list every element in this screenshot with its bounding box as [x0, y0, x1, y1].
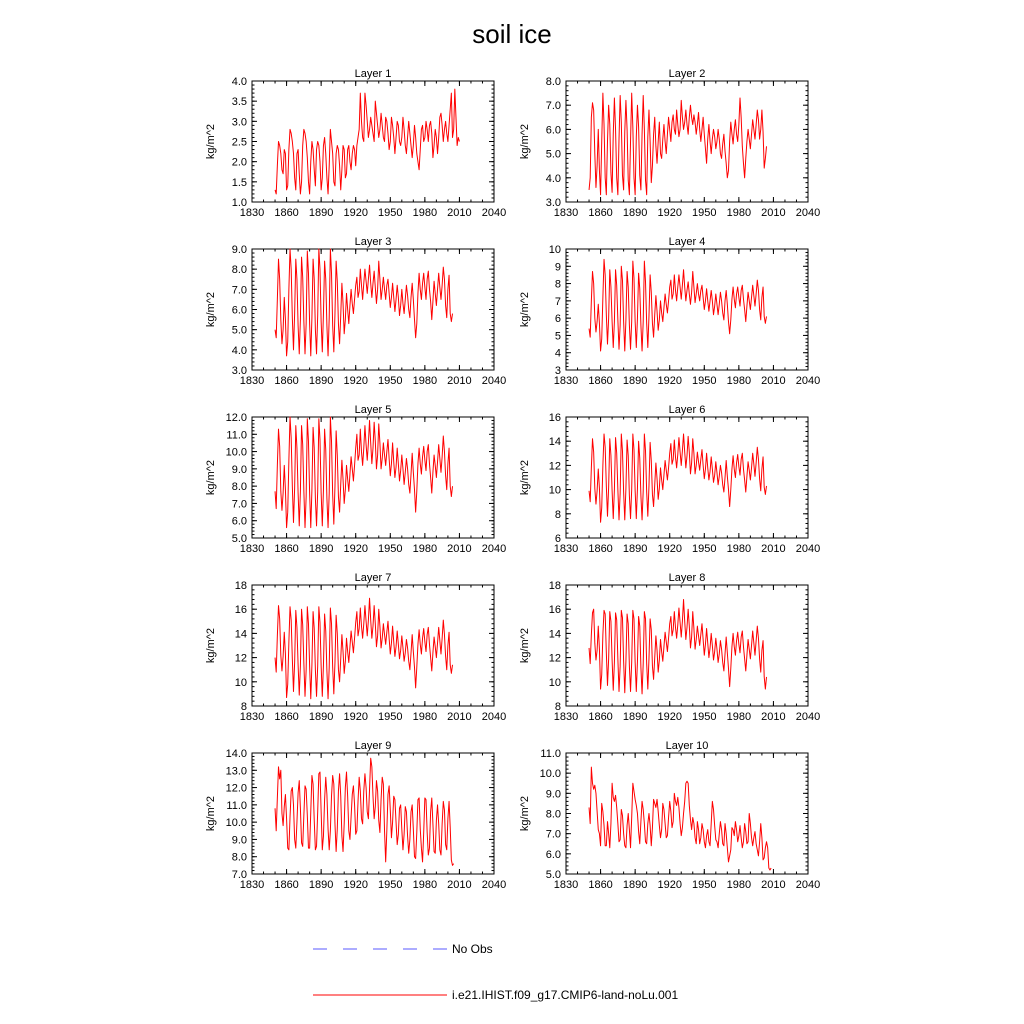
y-tick-label: 5.0: [231, 533, 247, 545]
y-tick-label: 4.0: [231, 76, 247, 88]
y-tick-label: 14: [548, 436, 561, 449]
x-tick-label: 1950: [692, 711, 717, 723]
y-tick-label: 11.0: [226, 799, 247, 812]
y-tick-label: 5.0: [545, 869, 561, 881]
y-tick-label: 6.0: [545, 848, 561, 861]
y-tick-label: 3.0: [545, 197, 561, 209]
x-tick-label: 2010: [761, 879, 786, 891]
y-tick-label: 9.0: [231, 834, 247, 847]
x-tick-label: 1980: [412, 543, 438, 555]
x-tick-label: 1920: [657, 375, 682, 387]
y-tick-label: 10.0: [539, 768, 561, 781]
x-tick-label: 1980: [726, 879, 752, 891]
x-tick-label: 1860: [274, 543, 299, 555]
x-tick-label: 1950: [378, 711, 403, 723]
y-tick-label: 8: [554, 508, 561, 521]
y-tick-label: 1.0: [231, 197, 247, 209]
x-tick-label: 1920: [657, 543, 682, 555]
y-tick-label: 4.0: [545, 172, 561, 185]
y-tick-label: 9.0: [231, 244, 247, 256]
x-tick-label: 1980: [412, 375, 438, 387]
x-tick-label: 2040: [795, 711, 821, 723]
y-tick-label: 8.0: [231, 851, 247, 864]
y-tick-label: 5.0: [545, 148, 561, 161]
x-tick-label: 2010: [447, 207, 472, 219]
panel-title: Layer 6: [668, 404, 706, 416]
x-tick-label: 1950: [378, 879, 403, 891]
x-tick-label: 2010: [761, 207, 786, 219]
legend-label-model: i.e21.IHIST.f09_g17.CMIP6-land-noLu.001: [452, 988, 679, 1002]
x-tick-label: 1860: [274, 879, 299, 891]
y-tick-label: 12: [548, 460, 561, 473]
y-tick-label: 1.5: [231, 176, 247, 189]
x-tick-label: 1920: [657, 879, 682, 891]
x-tick-label: 2040: [795, 207, 821, 219]
y-tick-label: 10: [234, 676, 247, 689]
x-tick-label: 1950: [378, 543, 403, 555]
x-tick-label: 1890: [622, 879, 648, 891]
x-tick-label: 2010: [447, 543, 472, 555]
y-tick-label: 12.0: [225, 412, 247, 424]
x-tick-label: 1920: [343, 375, 368, 387]
y-tick-label: 4: [554, 347, 561, 360]
x-tick-label: 1920: [343, 543, 368, 555]
y-axis-label: kg/m^2: [205, 627, 217, 664]
y-tick-label: 12: [548, 652, 561, 665]
y-tick-label: 18: [548, 580, 561, 592]
x-tick-label: 1980: [726, 543, 752, 555]
x-tick-label: 2040: [481, 543, 507, 555]
panel-title: Layer 9: [354, 740, 392, 752]
x-tick-label: 2040: [481, 879, 507, 891]
y-tick-label: 6.0: [545, 124, 561, 137]
x-tick-label: 1830: [553, 375, 579, 387]
panel-title: Layer 8: [668, 572, 706, 584]
x-tick-label: 1830: [239, 711, 265, 723]
x-tick-label: 1890: [308, 375, 334, 387]
x-tick-label: 1950: [692, 207, 717, 219]
y-tick-label: 8: [554, 701, 561, 713]
y-axis-label: kg/m^2: [519, 291, 531, 328]
y-axis-label: kg/m^2: [519, 627, 531, 664]
x-tick-label: 1860: [274, 375, 299, 387]
y-tick-label: 18: [234, 580, 247, 592]
y-tick-label: 3.0: [231, 365, 247, 377]
x-tick-label: 1860: [588, 207, 613, 219]
y-tick-label: 11.0: [226, 429, 247, 442]
y-tick-label: 8: [240, 701, 247, 713]
y-tick-label: 12.0: [225, 782, 247, 795]
x-tick-label: 1980: [726, 375, 752, 387]
x-tick-label: 1950: [378, 207, 403, 219]
x-tick-label: 1950: [378, 375, 403, 387]
figure-title: soil ice: [472, 19, 552, 49]
x-tick-label: 1920: [343, 879, 368, 891]
y-tick-label: 6: [554, 533, 561, 545]
y-tick-label: 10.0: [225, 817, 247, 830]
y-tick-label: 16: [548, 412, 561, 424]
x-tick-label: 1920: [657, 207, 682, 219]
panel-title: Layer 4: [668, 236, 706, 248]
y-tick-label: 7.0: [545, 828, 561, 841]
x-tick-label: 2040: [795, 375, 821, 387]
y-tick-label: 8.0: [231, 481, 247, 494]
panel-title: Layer 3: [354, 236, 392, 248]
x-tick-label: 2010: [447, 375, 472, 387]
x-tick-label: 2010: [761, 375, 786, 387]
y-tick-label: 14: [234, 628, 247, 641]
y-tick-label: 7.0: [231, 284, 247, 297]
x-tick-label: 1830: [239, 207, 265, 219]
x-tick-label: 2010: [761, 543, 786, 555]
y-axis-label: kg/m^2: [205, 795, 217, 832]
y-axis-label: kg/m^2: [205, 459, 217, 496]
y-tick-label: 2.0: [231, 156, 247, 169]
legend-label-no-obs: No Obs: [452, 942, 493, 956]
x-tick-label: 1980: [726, 207, 752, 219]
x-tick-label: 1920: [343, 711, 368, 723]
x-tick-label: 1830: [553, 543, 579, 555]
x-tick-label: 1890: [622, 543, 648, 555]
y-tick-label: 16: [548, 604, 561, 617]
x-tick-label: 1980: [412, 711, 438, 723]
x-tick-label: 2040: [795, 543, 821, 555]
x-tick-label: 1860: [274, 711, 299, 723]
y-tick-label: 6.0: [231, 515, 247, 528]
y-axis-label: kg/m^2: [205, 123, 217, 160]
y-tick-label: 3.0: [231, 116, 247, 129]
x-tick-label: 1830: [553, 207, 579, 219]
x-tick-label: 1950: [692, 543, 717, 555]
x-tick-label: 2040: [481, 207, 507, 219]
x-tick-label: 1950: [692, 879, 717, 891]
x-tick-label: 1890: [622, 375, 648, 387]
x-tick-label: 1890: [308, 879, 334, 891]
y-tick-label: 12: [234, 652, 247, 665]
x-tick-label: 2040: [795, 879, 821, 891]
y-tick-label: 7.0: [231, 869, 247, 881]
x-tick-label: 2010: [447, 879, 472, 891]
x-tick-label: 1860: [588, 711, 613, 723]
y-tick-label: 10: [548, 484, 561, 497]
y-tick-label: 8.0: [545, 808, 561, 821]
x-tick-label: 2010: [447, 711, 472, 723]
x-tick-label: 2040: [481, 375, 507, 387]
x-tick-label: 2040: [481, 711, 507, 723]
x-tick-label: 1860: [588, 543, 613, 555]
x-tick-label: 1860: [274, 207, 299, 219]
x-tick-label: 1890: [622, 207, 648, 219]
y-tick-label: 4.0: [231, 344, 247, 357]
x-tick-label: 1830: [239, 375, 265, 387]
y-tick-label: 3: [554, 365, 561, 377]
panel-title: Layer 10: [665, 740, 709, 752]
x-tick-label: 1890: [308, 543, 334, 555]
y-tick-label: 5: [554, 330, 561, 343]
panel-title: Layer 2: [668, 68, 706, 80]
y-tick-label: 14.0: [225, 748, 247, 760]
y-tick-label: 14: [548, 628, 561, 641]
x-tick-label: 1920: [343, 207, 368, 219]
y-tick-label: 7.0: [231, 498, 247, 511]
x-tick-label: 1860: [588, 879, 613, 891]
y-tick-label: 3.5: [231, 96, 247, 109]
x-tick-label: 1890: [308, 207, 334, 219]
x-tick-label: 1830: [239, 543, 265, 555]
y-axis-label: kg/m^2: [205, 291, 217, 328]
x-tick-label: 1830: [553, 879, 579, 891]
x-tick-label: 1920: [657, 711, 682, 723]
x-tick-label: 1860: [588, 375, 613, 387]
y-tick-label: 6.0: [231, 304, 247, 317]
y-tick-label: 8.0: [545, 76, 561, 88]
y-axis-label: kg/m^2: [519, 795, 531, 832]
y-tick-label: 7.0: [545, 100, 561, 113]
panel-title: Layer 5: [354, 404, 392, 416]
y-tick-label: 7: [554, 295, 561, 308]
x-tick-label: 2010: [761, 711, 786, 723]
x-tick-label: 1890: [308, 711, 334, 723]
y-tick-label: 5.0: [231, 324, 247, 337]
x-tick-label: 1980: [726, 711, 752, 723]
y-tick-label: 10: [548, 244, 561, 256]
y-tick-label: 2.5: [231, 136, 247, 149]
x-tick-label: 1890: [622, 711, 648, 723]
y-axis-label: kg/m^2: [519, 459, 531, 496]
y-tick-label: 10.0: [225, 446, 247, 459]
panel-title: Layer 1: [354, 68, 392, 80]
y-tick-label: 9.0: [231, 463, 247, 476]
y-tick-label: 6: [554, 313, 561, 326]
y-tick-label: 8: [554, 278, 561, 291]
x-tick-label: 1980: [412, 879, 438, 891]
y-tick-label: 9.0: [545, 788, 561, 801]
x-tick-label: 1950: [692, 375, 717, 387]
y-axis-label: kg/m^2: [519, 123, 531, 160]
y-tick-label: 16: [234, 604, 247, 617]
x-tick-label: 1830: [239, 879, 265, 891]
x-tick-label: 1980: [412, 207, 438, 219]
y-tick-label: 13.0: [225, 765, 247, 778]
y-tick-label: 10: [548, 676, 561, 689]
y-tick-label: 11.0: [540, 748, 561, 760]
x-tick-label: 1830: [553, 711, 579, 723]
panel-title: Layer 7: [354, 572, 392, 584]
y-tick-label: 9: [554, 261, 561, 274]
y-tick-label: 8.0: [231, 264, 247, 277]
